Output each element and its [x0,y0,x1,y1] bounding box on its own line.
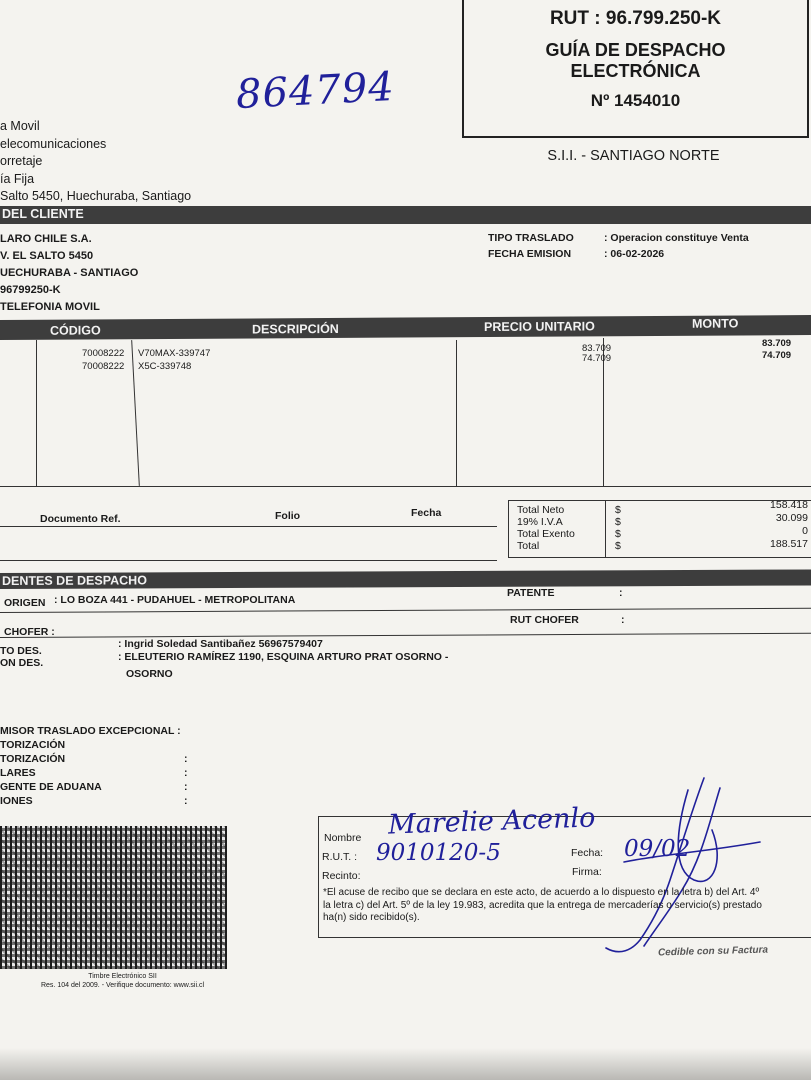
table-divider [36,340,37,486]
header-descripcion: DESCRIPCIÓN [252,321,339,337]
fecha-label: Fecha: [571,847,604,859]
direccion-value: : ELEUTERIO RAMÍREZ 1190, ESQUINA ARTURO PRAT OSORNO - [118,651,449,663]
totals-box [508,500,811,558]
legal-line: ha(n) sido recibido(s). [323,912,420,923]
sii-office: S.I.I. - SANTIAGO NORTE [547,148,720,164]
timbre-line-2: Res. 104 del 2009. - Verifique documento: www.sii.cl [40,982,205,989]
client-block [0,231,138,316]
handwritten-number: 864794 [234,63,396,119]
legal-line: la letra c) del Art. 5º de la ley 19.983, acredita que la entrega de mercaderías o servicio(s) prestado [323,899,762,911]
currency-sign: $ [615,516,621,528]
chofer-label: CHOFER : [4,626,55,638]
nombre-handwritten: Marelie Acenlo [387,802,596,841]
total-value: 188.517 [770,538,808,550]
issuer-line-1: a Movil [0,119,40,133]
ref-bottom [0,560,497,561]
exceptional-line: TORIZACIÓN : [0,753,188,765]
total-exento-label: Total Exento [517,528,575,540]
row-descripcion: V70MAX-339747 [138,348,211,359]
direccion-label: ON DES. [0,657,44,669]
origen-label: ORIGEN [4,597,46,609]
dispatch-divider [0,608,811,613]
issuer-line-2: elecomunicaciones [0,136,107,151]
header-codigo: CÓDIGO [50,323,101,338]
firma-label: Firma: [572,866,602,878]
timbre-line-1: Timbre Electrónico SII [88,973,157,980]
total-neto-value: 158.418 [770,499,808,511]
fecha-emision-value: : 06-02-2026 [604,248,665,260]
client-section-title: DEL CLIENTE [2,207,84,221]
direccion-value-2: OSORNO [126,668,173,680]
total-neto-label: Total Neto [517,504,565,516]
currency-sign: $ [615,540,621,552]
recinto-label: Recinto: [322,870,361,882]
exceptional-line: IONES : [0,795,188,807]
ref-documento: Documento Ref. [40,513,121,525]
rut-box [462,0,809,138]
legal-text [323,887,811,925]
dispatch-section-title: DENTES DE DESPACHO [2,573,147,588]
patente-label: PATENTE [507,587,555,599]
items-header-bar [0,315,811,340]
table-bottom-line [0,486,811,487]
fecha-handwritten: 09/02 [624,836,691,862]
client-city: UECHURABA - SANTIAGO [0,267,139,279]
issuer-line-3: orretaje [0,154,43,168]
signature [584,770,764,960]
client-street: V. EL SALTO 5450 [0,250,94,262]
ref-underline [0,526,497,527]
total-exento-value: 0 [802,525,808,537]
exceptional-line: GENTE DE ADUANA : [0,781,188,793]
timbre-barcode [0,826,227,969]
fecha-emision-label: FECHA EMISION [488,248,572,260]
total-iva-label: 19% I.V.A [517,516,563,528]
tipo-traslado-value: : Operacion constituye Venta [604,232,749,244]
row-codigo: 70008222 [82,361,125,372]
exceptional-line: MISOR TRASLADO EXCEPCIONAL : [0,725,181,737]
rut-label: R.U.T. : [322,851,358,863]
exceptional-block [0,724,188,808]
rut-chofer-colon: : [621,614,625,626]
exceptional-line: LARES : [0,767,188,779]
dispatch-section-bar [0,569,811,589]
cedible-text: Cedible con su Factura [657,944,769,959]
ref-fecha: Fecha [411,507,442,519]
currency-sign: $ [615,504,621,516]
doc-subtitle: ELECTRÓNICA [570,61,701,81]
contacto-label: TO DES. [0,645,42,657]
timbre-caption [0,972,245,990]
doc-title: GUÍA DE DESPACHO [545,40,726,60]
ref-folio: Folio [275,510,301,522]
client-giro: TELEFONIA MOVIL [0,301,100,313]
legal-line: *El acuse de recibo que se declara en este acto, de acuerdo a lo dispuesto en la letra b) del Art. 4º [323,887,760,898]
rut-handwritten: 9010120-5 [376,840,501,866]
totals-divider [605,501,606,557]
total-iva-value: 30.099 [775,512,808,524]
tipo-traslado-label: TIPO TRASLADO [488,232,574,244]
row-codigo: 70008222 [82,348,125,359]
contacto-value: : Ingrid Soledad Santibañez 56967579407 [118,638,323,650]
patente-colon: : [619,587,623,599]
row-precio: 83.709 [582,343,612,354]
row-monto: 83.709 [762,338,792,349]
issuer-address: Salto 5450, Huechuraba, Santiago [0,189,192,203]
exceptional-line: TORIZACIÓN [0,739,66,751]
rut-text: RUT : 96.799.250-K [549,8,722,29]
issuer-block [0,118,191,206]
total-label: Total [517,540,540,552]
scan-shadow [0,1048,811,1080]
nombre-label: Nombre [324,832,362,844]
client-rut: 96799250-K [0,284,61,296]
client-section-bar [0,206,811,224]
rut-chofer-label: RUT CHOFER [510,614,579,626]
header-precio: PRECIO UNITARIO [484,319,595,335]
origen-value: : LO BOZA 441 - PUDAHUEL - METROPOLITANA [54,594,296,606]
currency-sign: $ [615,528,621,540]
row-monto: 74.709 [762,350,792,361]
folio-number: Nº 1454010 [590,91,681,110]
table-row [82,338,811,361]
row-precio: 74.709 [582,353,612,364]
issuer-line-4: ía Fija [0,171,35,186]
client-name: LARO CHILE S.A. [0,233,92,245]
row-descripcion: X5C-339748 [138,361,192,372]
header-monto: MONTO [692,316,739,331]
